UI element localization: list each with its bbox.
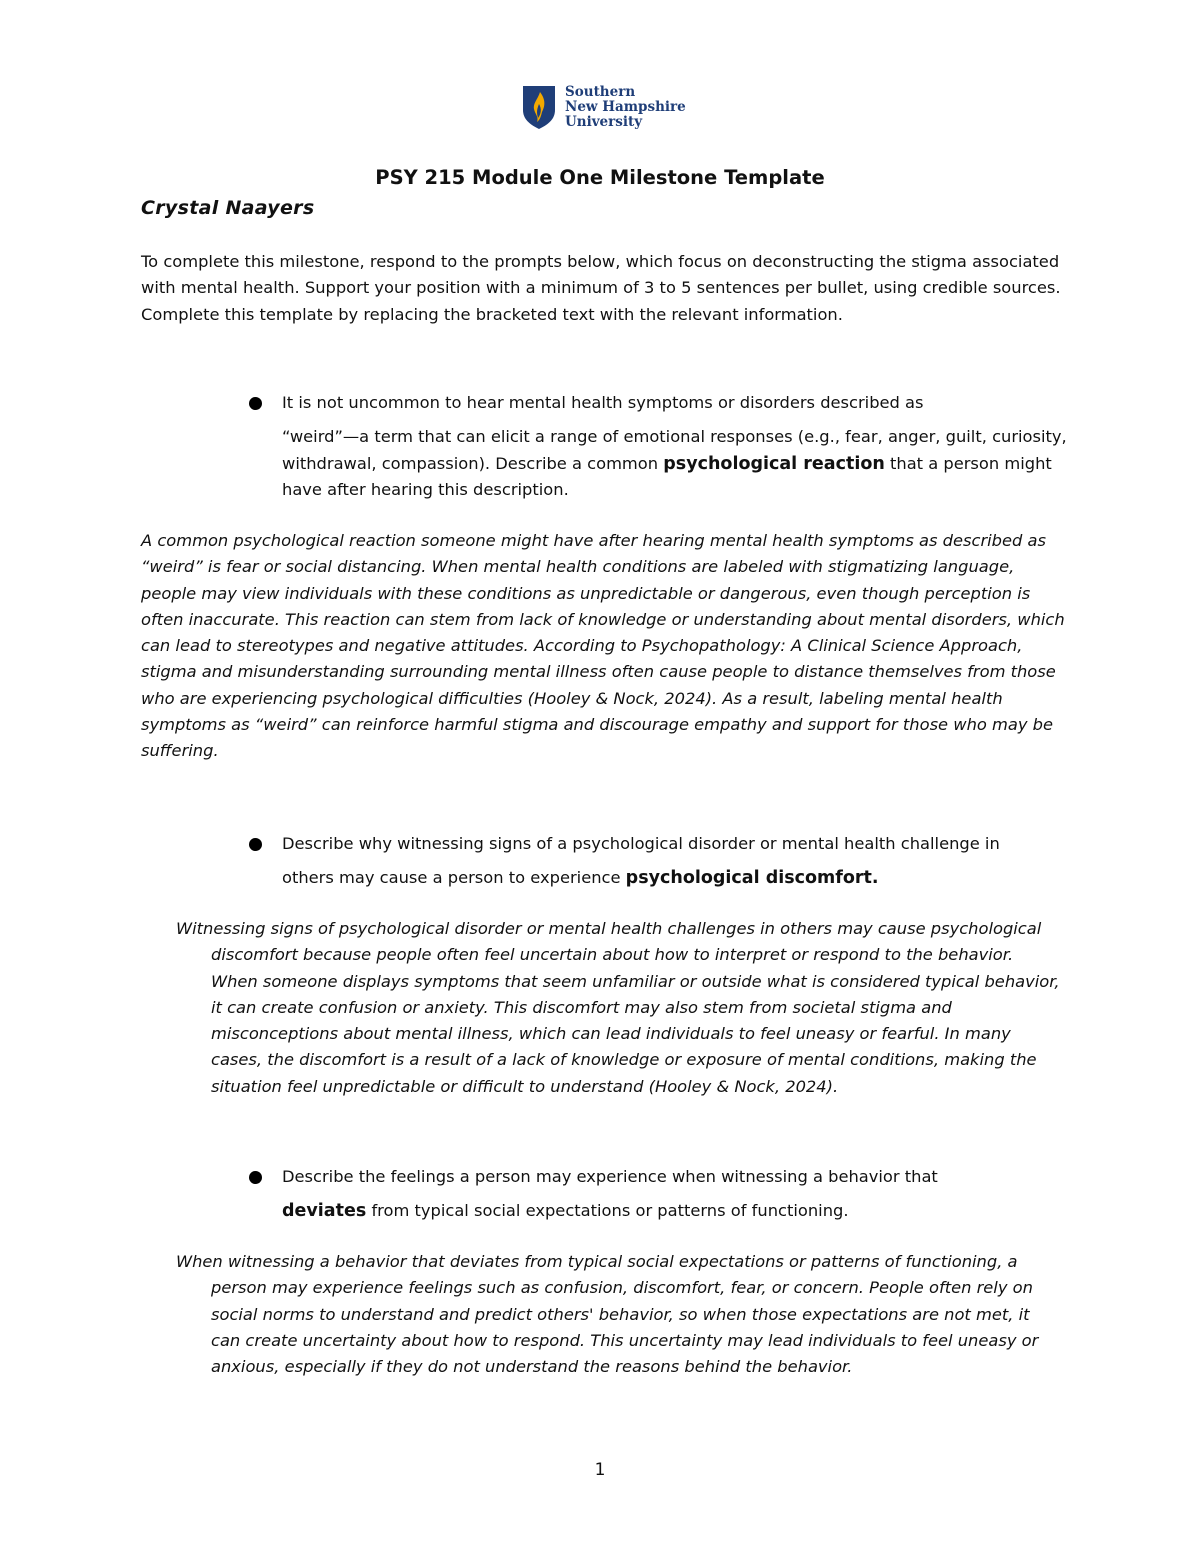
prompt-text: others may cause a person to experience: [282, 868, 626, 888]
bullet-dot-icon: [249, 838, 262, 851]
prompt-first-line: Describe why witnessing signs of a psychological disorder or mental health challenge in: [282, 834, 1000, 853]
logo-line-1: Southern: [565, 83, 636, 100]
prompt-text: “weird”—a term that can elicit a range of emotional responses (e.g., fear, anger, guilt, curiosity, withdrawal, compassion). Describe a common: [282, 427, 1067, 473]
university-logo: [521, 84, 686, 130]
answer-paragraph-1: A common psychological reaction someone might have after hearing mental health symptoms as described as “weird” is fear or social distancing. When mental health conditions are labeled with stigmatizing language, people may view individuals with these conditions as unpredictable or dangerous, even though perception is often inaccurate. This reaction can stem from lack of knowledge or understanding about mental disorders, which can lead to stereotypes and negative attitudes. According to Psychopathology: A Clinical Science Approach, stigma and misunderstanding surrounding mental illness often cause people to distance themselves from those who are experiencing psychological difficulties (Hooley & Nock, 2024). As a result, labeling mental health symptoms as “weird” can reinforce harmful stigma and discourage empathy and support for those who may be suffering.: [141, 531, 1065, 761]
bullet-dot-icon: [249, 397, 262, 410]
prompt-bullet-2: [282, 831, 1072, 892]
page-number: 1: [594, 1460, 606, 1480]
logo-line-3: University: [565, 113, 643, 130]
bullet-dot-icon: [249, 1171, 262, 1184]
answer-paragraph-2: Witnessing signs of psychological disorder or mental health challenges in others may cause psychological discomfort because people often feel uncertain about how to interpret or respond to the behavior. When someone displays symptoms that seem unfamiliar or outside what is considered typical behavior, it can create confusion or anxiety. This discomfort may also stem from societal stigma and misconceptions about mental illness, which can lead individuals to feel uneasy or fearful. In many cases, the discomfort is a result of a lack of knowledge or exposure of mental conditions, making the situation feel unpredictable or difficult to understand (Hooley & Nock, 2024).: [176, 919, 1060, 1096]
answer-paragraph-3: When witnessing a behavior that deviates from typical social expectations or patterns of functioning, a person may experience feelings such as confusion, discomfort, fear, or concern. People often rely on social norms to understand and predict others' behavior, so when those expectations are not met, it can create uncertainty about how to respond. This uncertainty may lead individuals to feel uneasy or anxious, especially if they do not understand the reasons behind the behavior.: [176, 1252, 1039, 1377]
prompt-bullet-3: [282, 1164, 1072, 1225]
prompt-emphasis: psychological discomfort.: [625, 868, 879, 889]
document-title: PSY 215 Module One Milestone Template: [375, 166, 825, 189]
prompt-continuation: [282, 424, 1072, 503]
prompt-emphasis: deviates: [282, 1201, 367, 1222]
prompt-continuation: [282, 865, 1072, 891]
prompt-emphasis: psychological reaction: [663, 453, 885, 474]
author-name: Crystal Naayers: [141, 197, 315, 219]
logo-wordmark: [565, 85, 686, 130]
prompt-continuation: [282, 1198, 1072, 1224]
logo-line-2: New Hampshire: [565, 98, 686, 115]
prompt-first-line: It is not uncommon to hear mental health symptoms or disorders described as: [282, 393, 924, 412]
shield-icon: [521, 84, 557, 130]
prompt-bullet-1: [282, 390, 1072, 503]
prompt-text-end: that a person might have after hearing this description.: [282, 453, 1052, 499]
prompt-text-end: from typical social expectations or patterns of functioning.: [366, 1201, 849, 1221]
intro-paragraph: To complete this milestone, respond to the prompts below, which focus on deconstructing the stigma associated with mental health. Support your position with a minimum of 3 to 5 sentences per bullet, using credible sources. Complete this template by replacing the bracketed text with the relevant information.: [141, 252, 1061, 324]
prompt-first-line: Describe the feelings a person may experience when witnessing a behavior that: [282, 1167, 938, 1186]
